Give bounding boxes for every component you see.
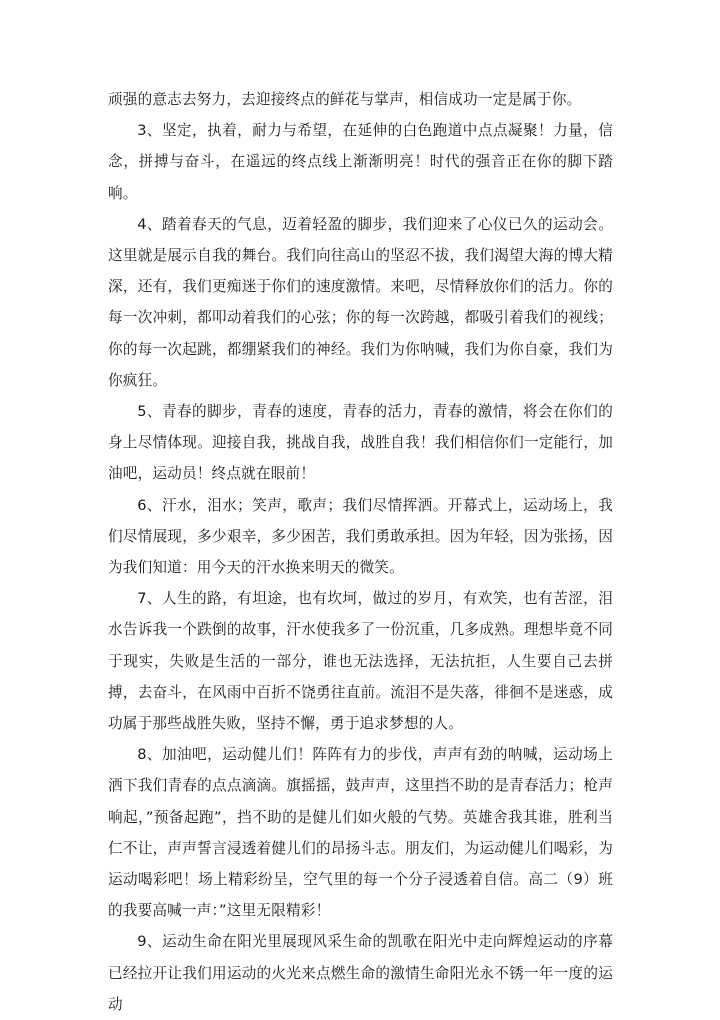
paragraph-continued: 顽强的意志去努力，去迎接终点的鲜花与掌声，相信成功一定是属于你。	[108, 91, 582, 108]
paragraph-8: 8、加油吧，运动健儿们！阵阵有力的步伐，声声有劲的呐喊，运动场上洒下我们青春的点点滴滴。旗摇摇，鼓声声，这里挡不助的是青春活力；枪声响起，”预备起跑”，挡不助的是健儿们如火般的气势。英雄舍我其谁，胜利当仁不让，声声誓言浸透着健儿们的昂扬斗志。朋友们，为运动健儿们喝彩，为运动喝彩吧！场上精彩纷呈，空气里的每一个分子浸透着自信。高二（9）班的我要高喊一声：”这里无限精彩！	[108, 746, 613, 920]
paragraph-4: 4、踏着春天的气息，迈着轻盈的脚步，我们迎来了心仪已久的运动会。这里就是展示自我的舞台。我们向往高山的坚忍不拔，我们渴望大海的博大精深，还有，我们更痴迷于你们的速度激情。来吧，尽情释放你们的活力。你的每一次冲刺，都叩动着我们的心弦；你的每一次跨越，都吸引着我们的视线；你的每一次起跳，都绷紧我们的神经。我们为你呐喊，我们为你自豪，我们为你疯狂。	[108, 215, 613, 389]
paragraph-5: 5、青春的脚步，青春的速度，青春的活力，青春的激情，将会在你们的身上尽情体现。迎接自我，挑战自我，战胜自我！我们相信你们一定能行，加油吧，运动员！终点就在眼前！	[108, 403, 613, 483]
paragraph-9: 9、运动生命在阳光里展现风采生命的凯歌在阳光中走向辉煌运动的序幕已经拉开让我们用运动的火光来点燃生命的激情生命阳光永不锈一年一度的运动	[108, 933, 613, 1013]
paragraph-7: 7、人生的路，有坦途，也有坎坷，做过的岁月，有欢笑，也有苦涩，泪水告诉我一个跌倒的故事，汗水使我多了一份沉重，几多成熟。理想毕竟不同于现实，失败是生活的一部分，谁也无法选择，无法抗拒，人生要自己去拼搏，去奋斗，在风雨中百折不饶勇往直前。流泪不是失落，徘徊不是迷惑，成功属于那些战胜失败，坚持不懈，勇于追求梦想的人。	[108, 590, 613, 733]
paragraph-3: 3、坚定，执着，耐力与希望，在延伸的白色跑道中点点凝聚！力量，信念，拼搏与奋斗，在遥远的终点线上渐渐明亮！时代的强音正在你的脚下踏响。	[108, 122, 613, 202]
paragraph-6: 6、汗水，泪水；笑声，歌声；我们尽情挥洒。开幕式上，运动场上，我们尽情展现，多少艰辛，多少困苦，我们勇敢承担。因为年轻，因为张扬，因为我们知道：用今天的汗水换来明天的微笑。	[108, 496, 613, 577]
document-body	[108, 84, 613, 1020]
